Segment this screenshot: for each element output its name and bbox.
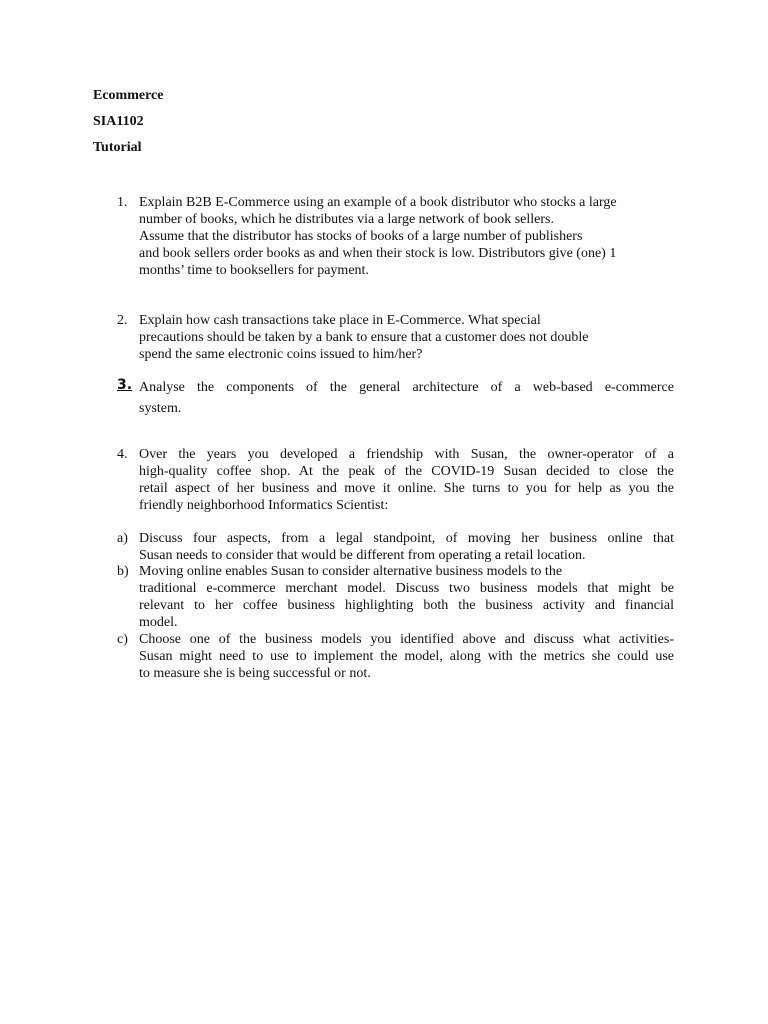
question-number: 1. — [117, 195, 128, 210]
subquestion-label: a) — [117, 531, 128, 546]
question-line: Explain B2B E-Commerce using an example of a book distributor who stocks a large — [139, 195, 617, 210]
question-line: number of books, which he distributes via a large network of book sellers. — [139, 212, 554, 227]
question-line: system. — [139, 401, 182, 416]
subquestion-line: relevant to her coffee business highlighting both the business activity and financial — [139, 598, 674, 613]
subquestion-b — [117, 563, 674, 631]
subquestion-c — [117, 631, 674, 682]
subquestion-line: traditional e-commerce merchant model. Discuss two business models that might be — [139, 581, 674, 596]
subquestion-line: Discuss four aspects, from a legal standpoint, of moving her business online that — [139, 531, 674, 546]
course-title: Ecommerce — [93, 88, 164, 103]
subquestion-text — [139, 563, 674, 631]
question-number: 3. — [117, 377, 133, 393]
question-3 — [117, 377, 674, 419]
question-text — [139, 194, 674, 279]
question-line: retail aspect of her business and move it online. She turns to you for help as you the — [139, 481, 674, 496]
question-line: Over the years you developed a friendship with Susan, the owner-operator of a — [139, 447, 674, 462]
document-type: Tutorial — [93, 140, 142, 155]
question-1 — [117, 194, 674, 279]
question-number: 2. — [117, 313, 128, 328]
subquestion-label: b) — [117, 564, 129, 579]
subquestion-line: Susan needs to consider that would be different from operating a retail location. — [139, 548, 586, 563]
subquestion-a — [117, 530, 674, 564]
question-text — [139, 377, 674, 419]
question-line: friendly neighborhood Informatics Scientist: — [139, 498, 389, 513]
question-text — [139, 312, 674, 363]
question-2 — [117, 312, 674, 363]
question-line: spend the same electronic coins issued to him/her? — [139, 347, 423, 362]
question-number: 4. — [117, 447, 128, 462]
question-line: Explain how cash transactions take place in E-Commerce. What special — [139, 313, 541, 328]
subquestion-line: to measure she is being successful or not. — [139, 666, 371, 681]
question-4 — [117, 446, 674, 514]
question-line: Assume that the distributor has stocks of books of a large number of publishers — [139, 229, 583, 244]
subquestion-text — [139, 530, 674, 564]
subquestion-label: c) — [117, 632, 128, 647]
subquestion-line: Choose one of the business models you identified above and discuss what activities- — [139, 632, 674, 647]
question-line: high-quality coffee shop. At the peak of the COVID-19 Susan decided to close the — [139, 464, 674, 479]
subquestion-line: model. — [139, 615, 178, 630]
subquestion-line: Moving online enables Susan to consider alternative business models to the — [139, 564, 563, 579]
question-line: Analyse the components of the general architecture of a web-based e-commerce — [139, 380, 674, 395]
question-text — [139, 446, 674, 514]
subquestion-line: Susan might need to use to implement the model, along with the metrics she could use — [139, 649, 674, 664]
question-line: and book sellers order books as and when their stock is low. Distributors give (one) 1 — [139, 246, 617, 261]
question-line: precautions should be taken by a bank to ensure that a customer does not double — [139, 330, 589, 345]
subquestion-text — [139, 631, 674, 682]
course-code: SIA1102 — [93, 114, 144, 129]
question-line: months’ time to booksellers for payment. — [139, 263, 369, 278]
